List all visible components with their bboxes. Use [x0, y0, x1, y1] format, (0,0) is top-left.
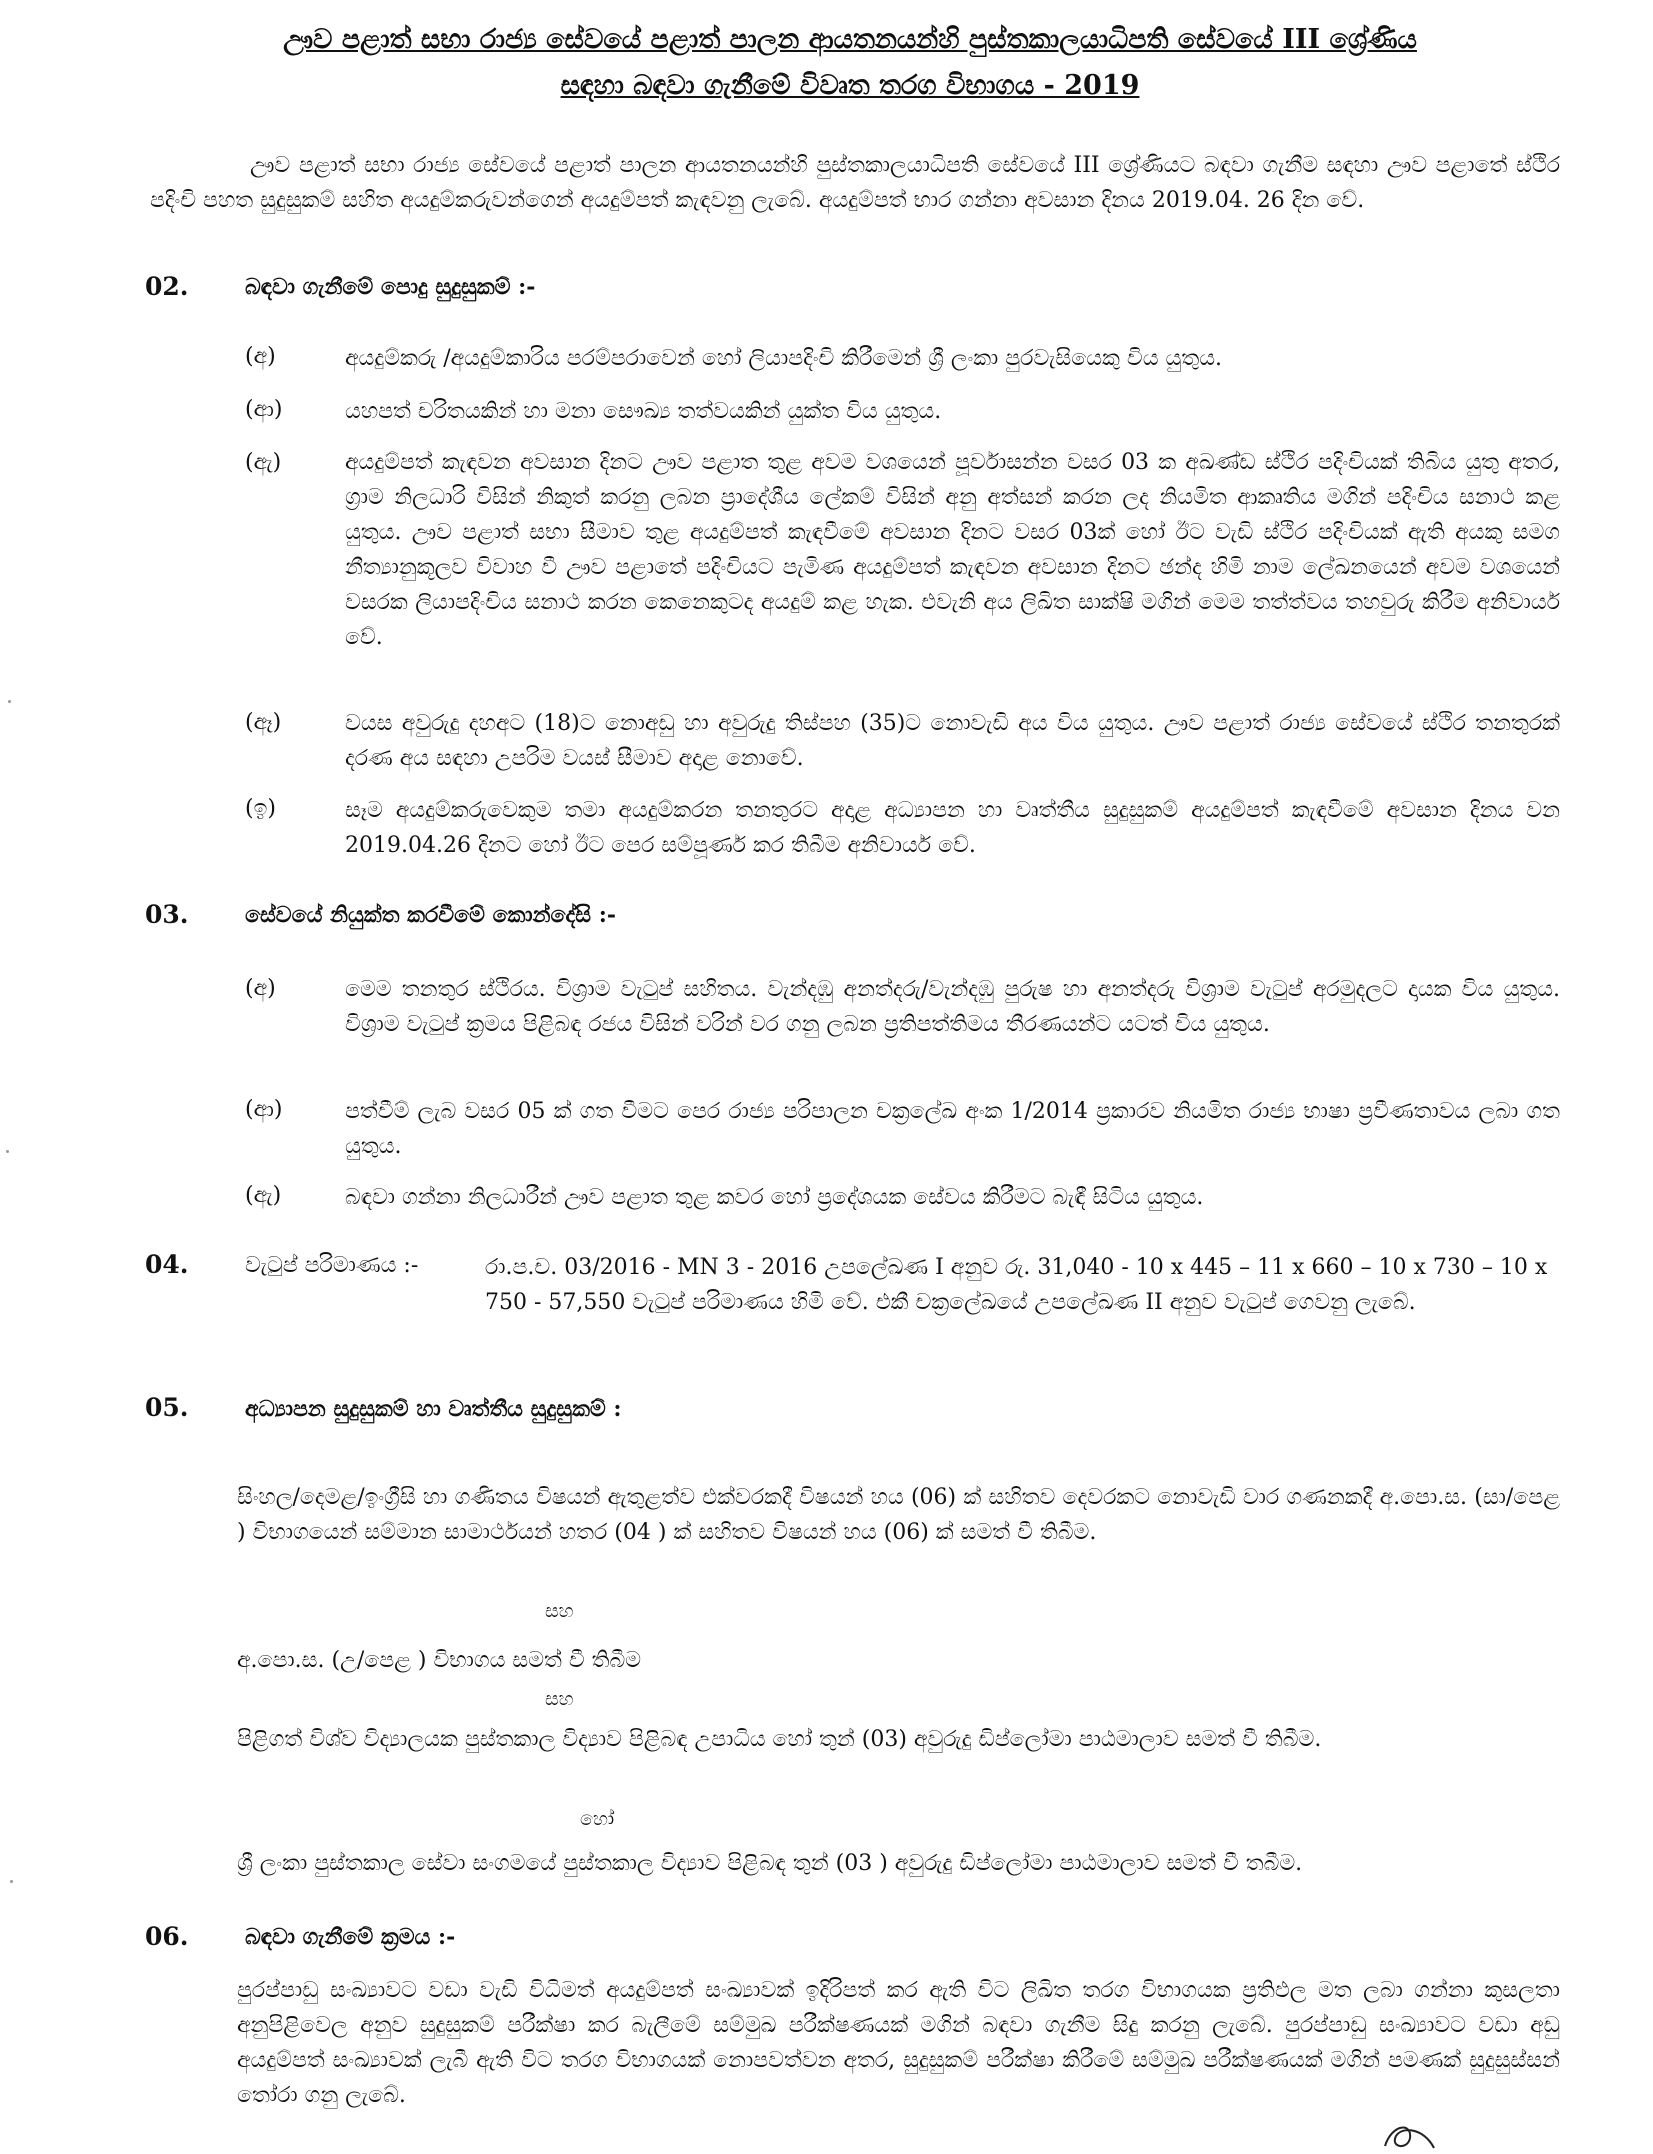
section-06-paragraph: පුරප්පාඩු සංඛ්‍යාවට වඩා වැඩි විධිමත් අයදුම්පත් සංඛ්‍යාවක් ඉදිරිපත් කර ඇති විට ලිඛිත තරග විභාගයක ප්‍රතිඵල මත ලබා ගන්නා කුසලතා අනුපිළිවෙල අනුව සුදුසුකම් පරීක්ෂා කර බැලීමේ සම්මුඛ පරීක්ෂණයක් මගින් බඳවා ගැනීම සිදු කරනු ලැබේ. පුරප්පාඩු සංඛ්‍යාවට වඩා අඩු අයදුම්පත් සංඛ්‍යාවක් ලැබී ඇති විට තරග විභාගයක් නොපවත්වන අතර, සුදුසුකම් පරීක්ෂා කිරීමේ සම්මුඛ පරීක්ෂණයක් මගින් පමණක් සුදුසුස්සන් තෝරා ගනු ලැබේ. — [237, 1978, 1560, 2108]
section-05-paragraph-4: ශ්‍රී ලංකා පුස්තකාල සේවා සංගමයේ පුස්තකාල විද්‍යාව පිළිබඳ තුන් (03 ) අවුරුදු ඩිප්ලෝමා පාඨමාලාව සමත් වී තබීම. — [237, 1851, 1303, 1876]
section-02-item-a-text: අයදුම්කරු /අයදුම්කාරිය පරම්පරාවෙන් හෝ ලියාපදිංචි කිරීමෙන් ශ්‍රී ලංකා පුරවැසියෙකු විය යුතුය. — [345, 346, 1223, 371]
section-03-item-aa-text: පත්වීම් ලැබ වසර 05 ක් ගත වීමට පෙර රාජ්‍ය පරිපාලන චක්‍රලේඛ අංක 1/2014 ප්‍රකාරව නියමිත රාජ්‍ය භාෂා ප්‍රවීණතාවය ලබා ගත යුතුය. — [345, 1099, 1560, 1159]
section-04-heading: වැටුප් පරිමාණය :- — [245, 1253, 419, 1278]
intro-paragraph: ඌව පළාත් සභා රාජ්‍ය සේවයේ පළාත් පාලන ආයතනයන්හි පුස්තකාලයාධිපති සේවයේ III ශ්‍රේණියට බඳවා ගැනීම සඳහා ඌව පළාතේ ස්ථිර පදිංචි පහත සුදුසුකම් සහිත අයදුම්කරුවන්ගෙන් අයදුම්පත් කැඳවනු ලැබේ. අයදුම්පත් භාර ගන්නා අවසාන දිනය 2019.04. 26 දින වේ. — [150, 153, 1560, 213]
section-05-paragraph-2: අ.පො.ස. (උ/පෙළ ) විභාගය සමත් වී තිබීම — [237, 1648, 642, 1673]
section-03-item-ae-label: (ඇ) — [245, 1183, 282, 1208]
section-02-item-i-label: (ඉ) — [245, 796, 276, 821]
section-03-item-a-label: (අ) — [245, 976, 276, 1001]
section-02-item-i-text: සෑම අයදුම්කරුවෙකුම තමා අයදුම්කරන තනතුරට අදාළ අධ්‍යාපන හා වෘත්තීය සුදුසුකම් අයදුම්පත් කැඳවීමේ අවසාන දිනය වන 2019.04.26 දිනට හෝ ඊට පෙර සම්පූර්ණ කර තිබීම අනිවාර්ය වේ. — [345, 798, 1560, 858]
section-05-conjunction-3: හෝ — [580, 1808, 615, 1830]
scan-speck — [6, 1150, 9, 1153]
scan-speck — [8, 700, 11, 703]
section-02-item-aee-text: වයස අවුරුදු දහඅට (18)ට නොඅඩු හා අවුරුදු තිස්පහ (35)ට නොවැඩි අය විය යුතුය. ඌව පළාත් රාජ්‍ය සේවයේ ස්ථිර තනතුරක් දරණ අය සඳහා උපරිම වයස් සීමාව අදාළ නොවේ. — [345, 711, 1560, 771]
section-03-item-ae-text: බඳවා ගන්නා නිලධාරීන් ඌව පළාත තුළ කවර හෝ ප්‍රදේශයක සේවය කිරීමට බැඳී සිටිය යුතුය. — [345, 1185, 1204, 1210]
section-05-number: 05. — [145, 1393, 189, 1422]
section-02-item-aee-label: (ඈ) — [245, 710, 282, 735]
section-05-paragraph-1: සිංහල/දෙමළ/ඉංග්‍රීසි හා ගණිතය විෂයන් ඇතුළත්ව එක්වරකදී විෂයන් හය (06) ක් සහිතව දෙවරකට නොවැඩි වාර ගණනකදී අ.පො.ස. (සා/පෙළ ) විභාගයෙන් සම්මාන සාමාර්ථයන් හතර (04 ) ක් සහිතව විෂයන් හය (06) ක් සමත් වී තිබීම. — [237, 1485, 1560, 1545]
section-03-heading: සේවයේ නියුක්ත කරවීමේ කොන්දේසි :- — [245, 902, 617, 928]
section-03-item-aa-label: (ආ) — [245, 1097, 283, 1122]
section-03-number: 03. — [145, 900, 189, 929]
section-04-number: 04. — [145, 1250, 189, 1279]
section-02-item-ae-text: අයදුම්පත් කැඳවන අවසාන දිනට ඌව පළාත තුළ අවම වශයෙන් පූර්වාසන්න වසර 03 ක අඛණ්ඩ ස්ථිර පදිංචියක් තිබිය යුතු අතර, ග්‍රාම නිලධාරි විසින් නිකුත් කරනු ලබන ප්‍රාදේශීය ලේකම් විසින් අනු අත්සන් කරන ලද නියමිත ආකෘතිය මගින් පදිංචිය සනාථ කළ යුතුය. ඌව පළාත් සභා සීමාව තුළ අයදුම්පත් කැඳවීමේ අවසාන දිනට වසර 03ක් හෝ ඊට වැඩි ස්ථිර පදිංචියක් ඇති අයකු සමග නීත්‍යානුකූලව විවාහ වී ඌව පළාතේ පදිංචියට පැමිණ අයදුම්පත් කැඳවන අවසාන දිනට ඡන්ද හිමි නාම ලේඛනයෙන් අවම වශයෙන් වසරක ලියාපදිංචිය සනාථ කරන කෙනෙකුටද අයදුම් කළ හැක. එවැනි අය ලිඛිත සාක්ෂි මගින් මෙම තත්ත්වය තහවුරු කිරීම අනිවාර්ය වේ. — [345, 450, 1560, 650]
document-title-line1: ඌව පළාත් සභා රාජ්‍ය සේවයේ පළාත් පාලන ආයතනයන්හි පුස්තකාලයාධිපති සේවයේ III ශ්‍රේණිය — [283, 24, 1417, 55]
section-05-heading: අධ්‍යාපන සුදුසුකම් හා වෘත්තීය සුදුසුකම් : — [245, 1396, 622, 1422]
section-02-item-aa-text: යහපත් චරිතයකින් හා මනා සෞඛ්‍ය තත්වයකින් යුක්ත විය යුතුය. — [345, 399, 942, 424]
section-02-number: 02. — [145, 272, 189, 301]
document-title-line2: සඳහා බඳවා ගැනීමේ විවෘත තරග විභාගය - 2019 — [560, 70, 1140, 101]
section-02-item-a-label: (අ) — [245, 344, 276, 369]
section-02-heading: බඳවා ගැනීමේ පොදු සුදුසුකම් :- — [245, 274, 536, 300]
section-06-number: 06. — [145, 1922, 189, 1951]
section-02-item-ae-label: (ඇ) — [245, 450, 282, 475]
scan-speck — [10, 1880, 13, 1883]
section-06-heading: බඳවා ගැනීමේ ක්‍රමය :- — [245, 1924, 456, 1950]
section-05-conjunction-2: සහ — [545, 1688, 574, 1710]
section-05-paragraph-3: පිළිගත් විශ්ව විද්‍යාලයක පුස්තකාල විද්‍යාව පිළිබඳ උපාධිය හෝ තුන් (03) අවුරුදු ඩිප්ලෝමා පාඨමාලාව සමත් වී තිබීම. — [237, 1727, 1322, 1752]
handwritten-initial-mark — [1380, 2118, 1440, 2154]
section-04-salary-text: රා.ප.ච. 03/2016 - MN 3 - 2016 උපලේඛණ I අනුව රු. 31,040 - 10 x 445 – 11 x 660 – 10 x 730 – 10 x 750 - 57,550 වැටුප් පරිමාණය හිමි වේ. එකී චක්‍රලේඛයේ උපලේඛණ II අනුව වැටුප් ගෙවනු ලැබේ. — [485, 1255, 1548, 1315]
section-05-conjunction-1: සහ — [545, 1600, 574, 1622]
section-02-item-aa-label: (ආ) — [245, 397, 283, 422]
section-03-item-a-text: මෙම තනතුර ස්ථිරය. විශ්‍රාම වැටුප් සහිතය. වැන්දඹු අනත්දරු/වැන්දඹු පුරුෂ හා අනත්දරු විශ්‍රාම වැටුප් අරමුදලට දායක විය යුතුය. විශ්‍රාම වැටුප් ක්‍රමය පිළිබඳ රජය විසින් වරින් වර ගනු ලබන ප්‍රතිපත්තිමය තීරණයන්ට යටත් විය යුතුය. — [345, 977, 1560, 1037]
